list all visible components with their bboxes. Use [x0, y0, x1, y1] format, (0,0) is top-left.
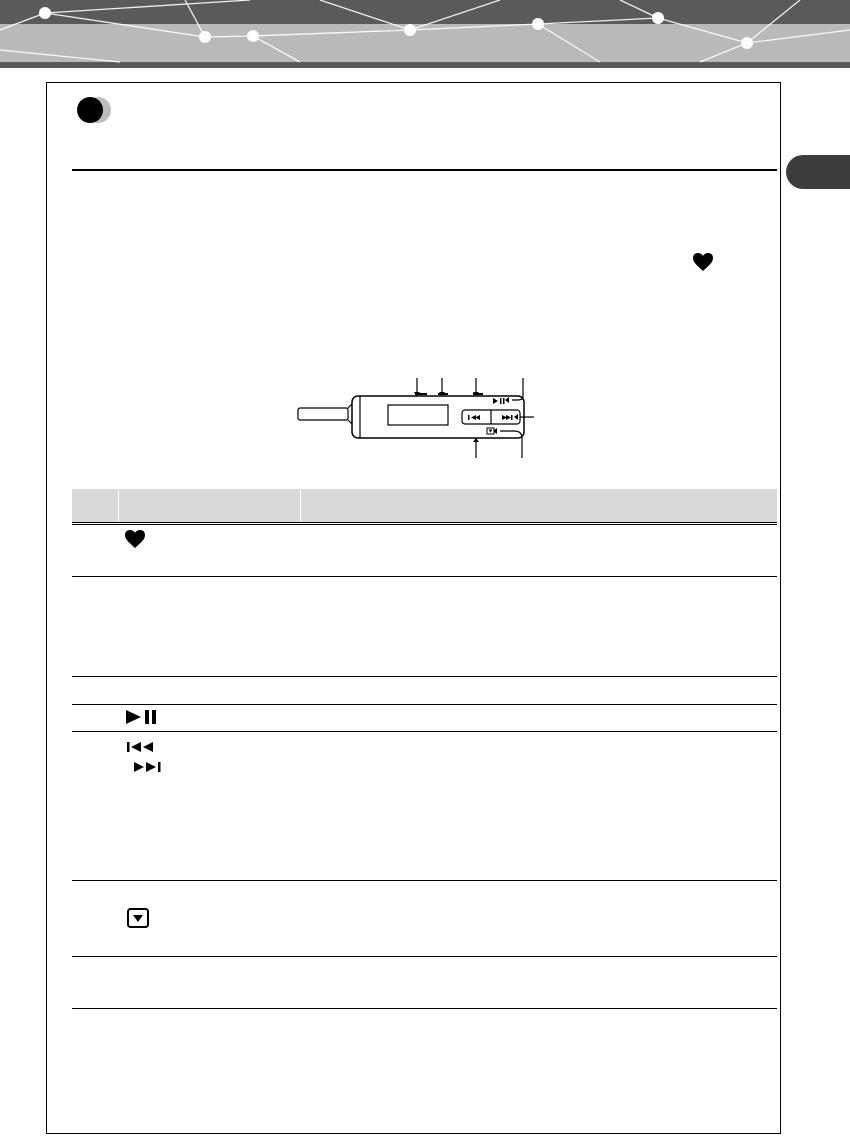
table-row-rule: [72, 880, 777, 881]
table-row-rule: [72, 956, 777, 957]
section-bullet-icon: [76, 96, 116, 126]
table-row-rule: [72, 676, 777, 677]
table-row-rule: [72, 524, 777, 525]
play-pause-icon: [124, 709, 158, 725]
skip-back-icon: [124, 740, 160, 754]
table-row-rule: [72, 731, 777, 732]
skip-forward-icon: [130, 760, 166, 774]
table-row-rule: [72, 704, 777, 705]
chapter-tab: [786, 155, 850, 189]
table-column-separator: [118, 489, 119, 522]
header-network-band: [0, 0, 850, 68]
menu-down-icon: [126, 907, 150, 929]
device-figure: [290, 368, 550, 460]
table-column-separator: [300, 489, 301, 522]
title-rule: [72, 169, 777, 171]
table-header: [72, 489, 777, 523]
table-row-rule: [72, 1008, 777, 1009]
heart-icon: [692, 252, 714, 272]
page-frame: [46, 82, 781, 1134]
heart-icon: [124, 529, 146, 549]
table-row-rule: [72, 576, 777, 577]
